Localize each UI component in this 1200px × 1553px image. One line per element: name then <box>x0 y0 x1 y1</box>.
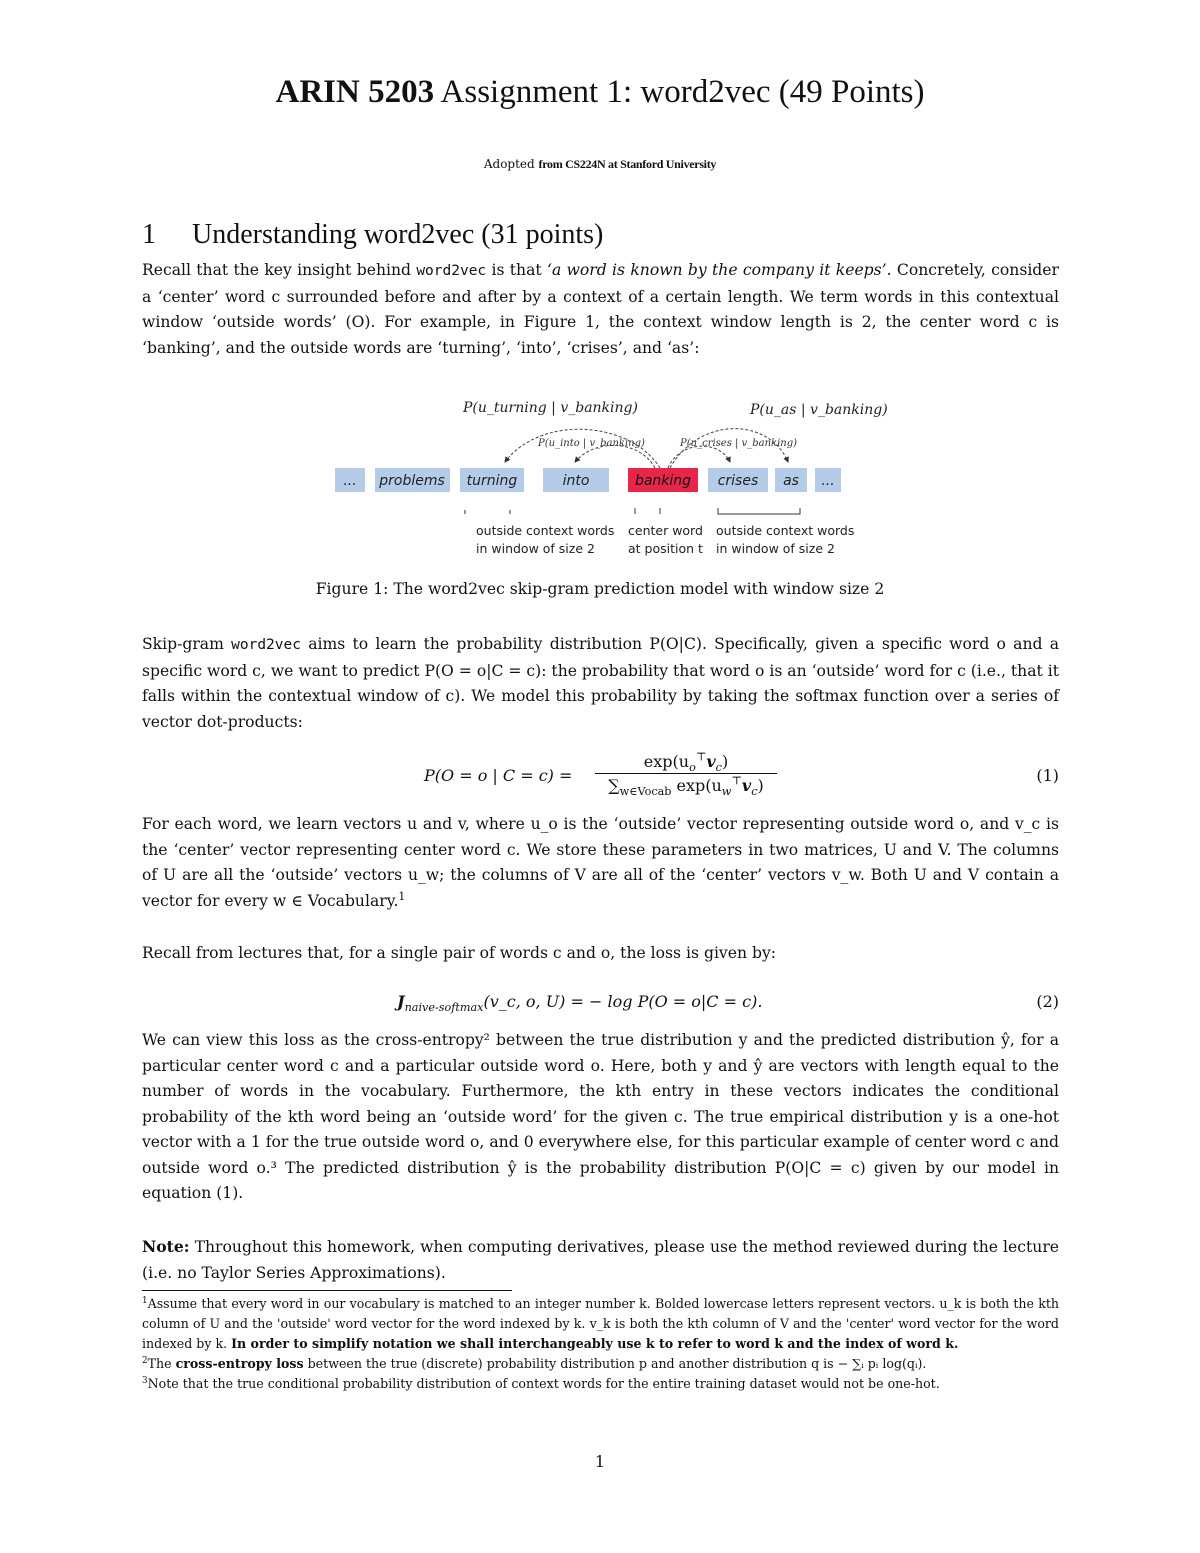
bracket-right <box>718 508 800 514</box>
label-prob-into: P(u_into | v_banking) <box>538 438 645 449</box>
eq1-number: (1) <box>1036 766 1059 785</box>
subtitle: Adopted from CS224N at Stanford University <box>483 157 717 171</box>
left-label-line2: in window of size 2 <box>476 541 595 556</box>
word-banking: banking <box>634 473 692 489</box>
course-code: ARIN 5203 <box>275 74 435 110</box>
center-label-line1: center word <box>628 523 703 538</box>
footnote-2: $^2$The cross-entropy loss between the true (discrete) probability distribution p and another distribution q is − ∑ᵢ pᵢ log(qᵢ). <box>142 1355 927 1371</box>
footnotes <box>142 1294 1059 1394</box>
word-problems: problems <box>379 473 445 489</box>
note-paragraph: Note: Throughout this homework, when computing derivatives, please use the method reviewed during the lecture (i.e. no Taylor Series Approximations). <box>142 1237 1059 1282</box>
bracket-left <box>465 510 510 514</box>
right-label-line2: in window of size 2 <box>716 541 835 556</box>
eq1-fraction <box>595 750 777 799</box>
word-crises: crises <box>717 473 759 489</box>
eq2-body: $J_{naive-softmax}(v\_c$, o, U) = − log P(O = o|C = c). <box>397 992 763 1015</box>
label-prob-as: P(u_as | v_banking) <box>750 402 888 418</box>
word-ellipsis-right: ... <box>821 473 835 489</box>
equation-1 <box>142 752 1059 808</box>
eq1-lhs: P(O = o | C = c) = <box>424 766 573 785</box>
left-label-line1: outside context words <box>476 523 615 538</box>
eq2-number: (2) <box>1036 992 1059 1011</box>
footnote-rule <box>142 1290 512 1291</box>
eq1-numerator: $\exp(u_o^⊤v_c)$ <box>643 750 729 775</box>
crossentropy-paragraph: We can view this loss as the cross-entropy² between the true distribution y and the predicted distribution ŷ, for a particular center word c and a particular outside word o. Here, both y and ŷ are vectors with length equal to the number of words in the vocabulary. Furthermore, the kth entry in these vectors indicates the conditional probability of the kth word being an ‘outside word’ for the given c. The true empirical distribution y is a one-hot vector with a 1 for the true outside word o, and 0 everywhere else, for this particular example of center word c and outside word o.³ The predicted distribution ŷ is the probability distribution P(O|C = c) given by our model in equation (1). <box>142 1031 1059 1202</box>
word-ellipsis-left: ... <box>343 473 357 489</box>
right-label-line1: outside context words <box>716 523 855 538</box>
word-as: as <box>783 473 799 489</box>
label-prob-turning: P(u_turning | v_banking) <box>463 400 638 416</box>
word-into: into <box>562 473 590 489</box>
label-prob-crises: P(u_crises | v_banking) <box>680 438 798 449</box>
page-number: 1 <box>594 1452 606 1471</box>
equation-2 <box>142 992 1059 1018</box>
skipgram-paragraph: Skip-gram word2vec aims to learn the probability distribution P(O|C). Specifically, given a specific word o and a specific word c, we want to predict P(O = o|C = c): the probability that word o is an ‘outside’ word for c (i.e., that it falls within the contextual window of c). We model this probability by taking the softmax function over a series of vector dot-products: <box>142 635 1059 731</box>
center-label-line2: at position t <box>628 541 703 556</box>
section-heading: 1 Understanding word2vec (31 points) <box>142 219 604 250</box>
footnote-1: $^1$Assume that every word in our vocabulary is matched to an integer number k. Bolded lowercase letters represent vectors. u_k is both the kth column of U and the 'outside' word vector for the word indexed by k. v_k is both the kth column of V and the 'center' word vector for the word indexed by k. In order to simplify notation we shall interchangeably use k to refer to word k and the index of word k. <box>142 1295 1059 1351</box>
eq1-denominator: $\sum_{w\in Vocab}$ $\exp(u_w^⊤v_c)$ <box>595 773 777 795</box>
footnote-3: $^3$Note that the true conditional probability distribution of context words for the entire training dataset would not be one-hot. <box>142 1375 940 1391</box>
intro-paragraph: Recall that the key insight behind word2vec is that ‘a word is known by the company it keeps’. Concretely, consider a ‘center’ word c surrounded before and after by a context of a certain length. We term words in this contextual window ‘outside words’ (O). For example, in Figure 1, the context window length is 2, the center word c is ‘banking’, and the outside words are ‘turning’, ‘into’, ‘crises’, and ‘as’: <box>142 261 1059 357</box>
vectors-paragraph: For each word, we learn vectors u and v, where u_o is the ‘outside’ vector representing outside word o, and v_c is the ‘center’ vector representing center word c. We store these parameters in two matrices, U and V. The columns of U are all the ‘outside’ vectors u_w; the columns of V are all of the ‘center’ vectors v_w. Both U and V contain a vector for every w ∈ Vocabulary.$^1$ <box>142 815 1059 910</box>
title-text: Assignment 1: word2vec (49 Points) <box>440 74 925 110</box>
arc-crises <box>668 446 730 468</box>
bracket-center <box>635 508 660 514</box>
page-title <box>0 72 1200 112</box>
skipgram-figure <box>330 390 888 560</box>
figure-caption: Figure 1: The word2vec skip-gram prediction model with window size 2 <box>315 580 885 598</box>
loss-intro: Recall from lectures that, for a single pair of words c and o, the loss is given by: <box>142 944 777 962</box>
word-turning: turning <box>466 473 518 489</box>
